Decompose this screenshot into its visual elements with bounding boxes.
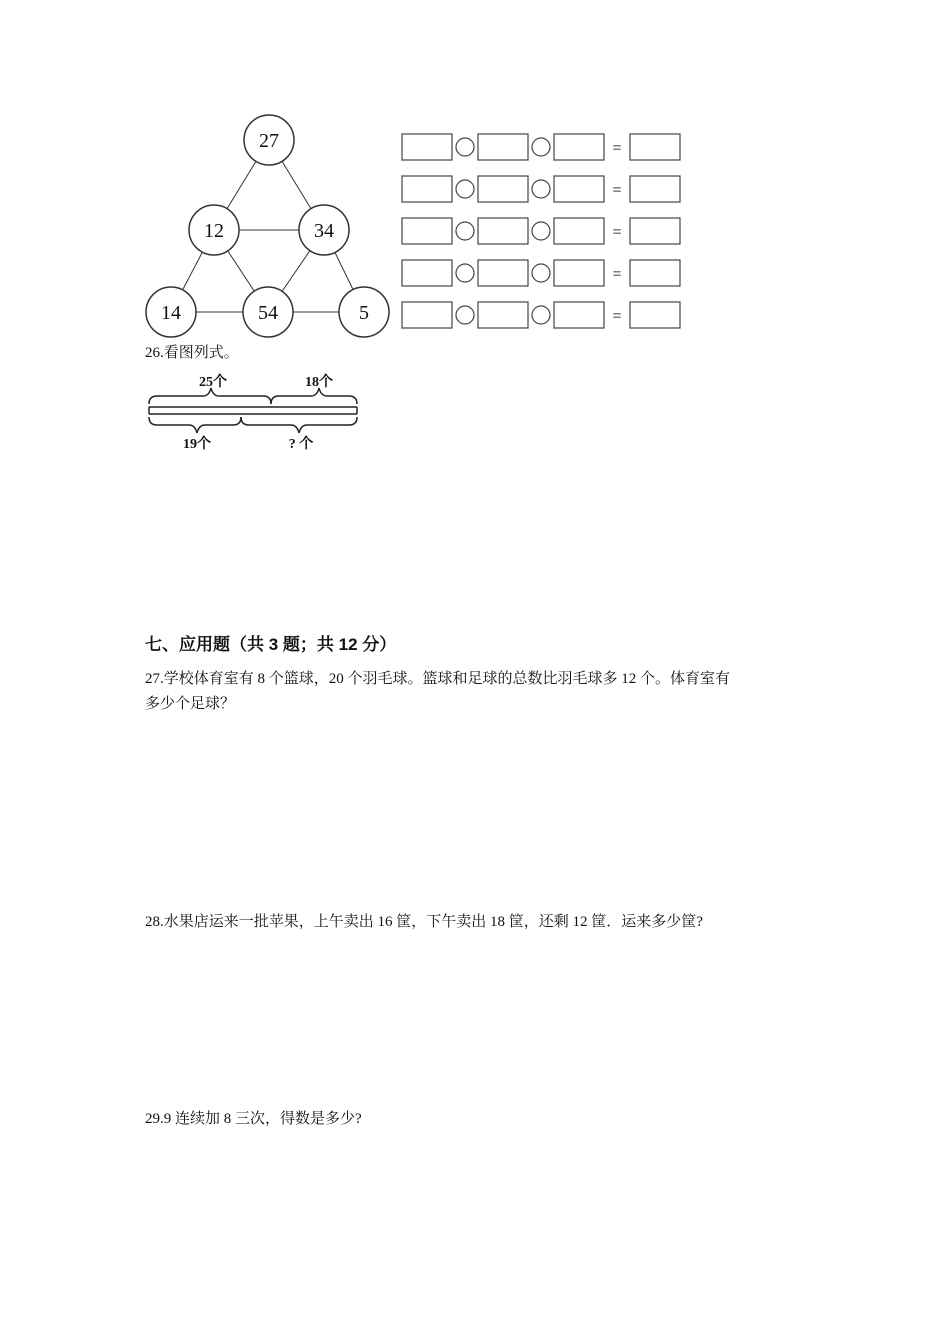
question-28: 28.水果店运来一批苹果，上午卖出 16 筐，下午卖出 18 筐，还剩 12 筐．运来多少筐? xyxy=(145,914,703,930)
equals-sign: = xyxy=(612,266,622,283)
question-26-brace-diagram xyxy=(145,372,365,452)
label-unknown: ? 个 xyxy=(288,437,314,452)
answer-box[interactable] xyxy=(402,218,452,244)
answer-box[interactable] xyxy=(402,176,452,202)
answer-box[interactable] xyxy=(554,176,604,202)
answer-box[interactable] xyxy=(478,176,528,202)
answer-box[interactable] xyxy=(478,260,528,286)
number-bottom-right: 5 xyxy=(359,302,369,324)
question-26-label: 26.看图列式。 xyxy=(145,345,239,361)
answer-box[interactable] xyxy=(630,176,680,202)
number-bottom-left: 14 xyxy=(161,302,181,324)
answer-box[interactable] xyxy=(554,134,604,160)
number-top: 27 xyxy=(259,130,279,152)
answer-box[interactable] xyxy=(478,218,528,244)
question-27-line2: 多少个足球？ xyxy=(145,696,236,712)
answer-box[interactable] xyxy=(402,260,452,286)
number-mid-left: 12 xyxy=(204,220,224,242)
equals-sign: = xyxy=(612,308,622,325)
answer-box[interactable] xyxy=(630,302,680,328)
equation-row xyxy=(402,218,680,244)
label-19: 19个 xyxy=(183,437,211,452)
label-25: 25个 xyxy=(199,375,227,390)
equation-row xyxy=(402,260,680,286)
number-mid-right: 34 xyxy=(314,220,334,242)
answer-box[interactable] xyxy=(630,260,680,286)
operator-circle[interactable] xyxy=(456,264,474,282)
equation-row xyxy=(402,302,680,328)
answer-box[interactable] xyxy=(630,134,680,160)
operator-circle[interactable] xyxy=(532,180,550,198)
answer-box[interactable] xyxy=(554,302,604,328)
operator-circle[interactable] xyxy=(532,138,550,156)
answer-box[interactable] xyxy=(630,218,680,244)
operator-circle[interactable] xyxy=(532,222,550,240)
brace-bottom-right xyxy=(241,417,357,433)
brace-bottom-left xyxy=(149,417,241,433)
answer-box[interactable] xyxy=(478,302,528,328)
answer-box[interactable] xyxy=(478,134,528,160)
equation-row xyxy=(402,134,680,160)
operator-circle[interactable] xyxy=(532,306,550,324)
equation-blanks-grid xyxy=(398,128,688,338)
brace-top-left xyxy=(149,388,271,404)
equals-sign: = xyxy=(612,182,622,199)
equals-sign: = xyxy=(612,224,622,241)
number-triangle-diagram xyxy=(140,112,390,342)
question-27-line1: 27.学校体育室有 8 个篮球，20 个羽毛球。篮球和足球的总数比羽毛球多 12 个。体育室有 xyxy=(145,671,731,687)
operator-circle[interactable] xyxy=(456,138,474,156)
section-7-title: 七、应用题（共 3 题；共 12 分） xyxy=(145,635,397,654)
answer-box[interactable] xyxy=(402,134,452,160)
operator-circle[interactable] xyxy=(532,264,550,282)
question-29: 29.9 连续加 8 三次，得数是多少? xyxy=(145,1111,362,1127)
answer-box[interactable] xyxy=(402,302,452,328)
brace-top-right xyxy=(271,388,357,404)
answer-box[interactable] xyxy=(554,218,604,244)
operator-circle[interactable] xyxy=(456,222,474,240)
operator-circle[interactable] xyxy=(456,180,474,198)
operator-circle[interactable] xyxy=(456,306,474,324)
label-18: 18个 xyxy=(305,375,333,390)
equals-sign: = xyxy=(612,140,622,157)
number-bottom-mid: 54 xyxy=(258,302,278,324)
answer-box[interactable] xyxy=(554,260,604,286)
equation-row xyxy=(402,176,680,202)
